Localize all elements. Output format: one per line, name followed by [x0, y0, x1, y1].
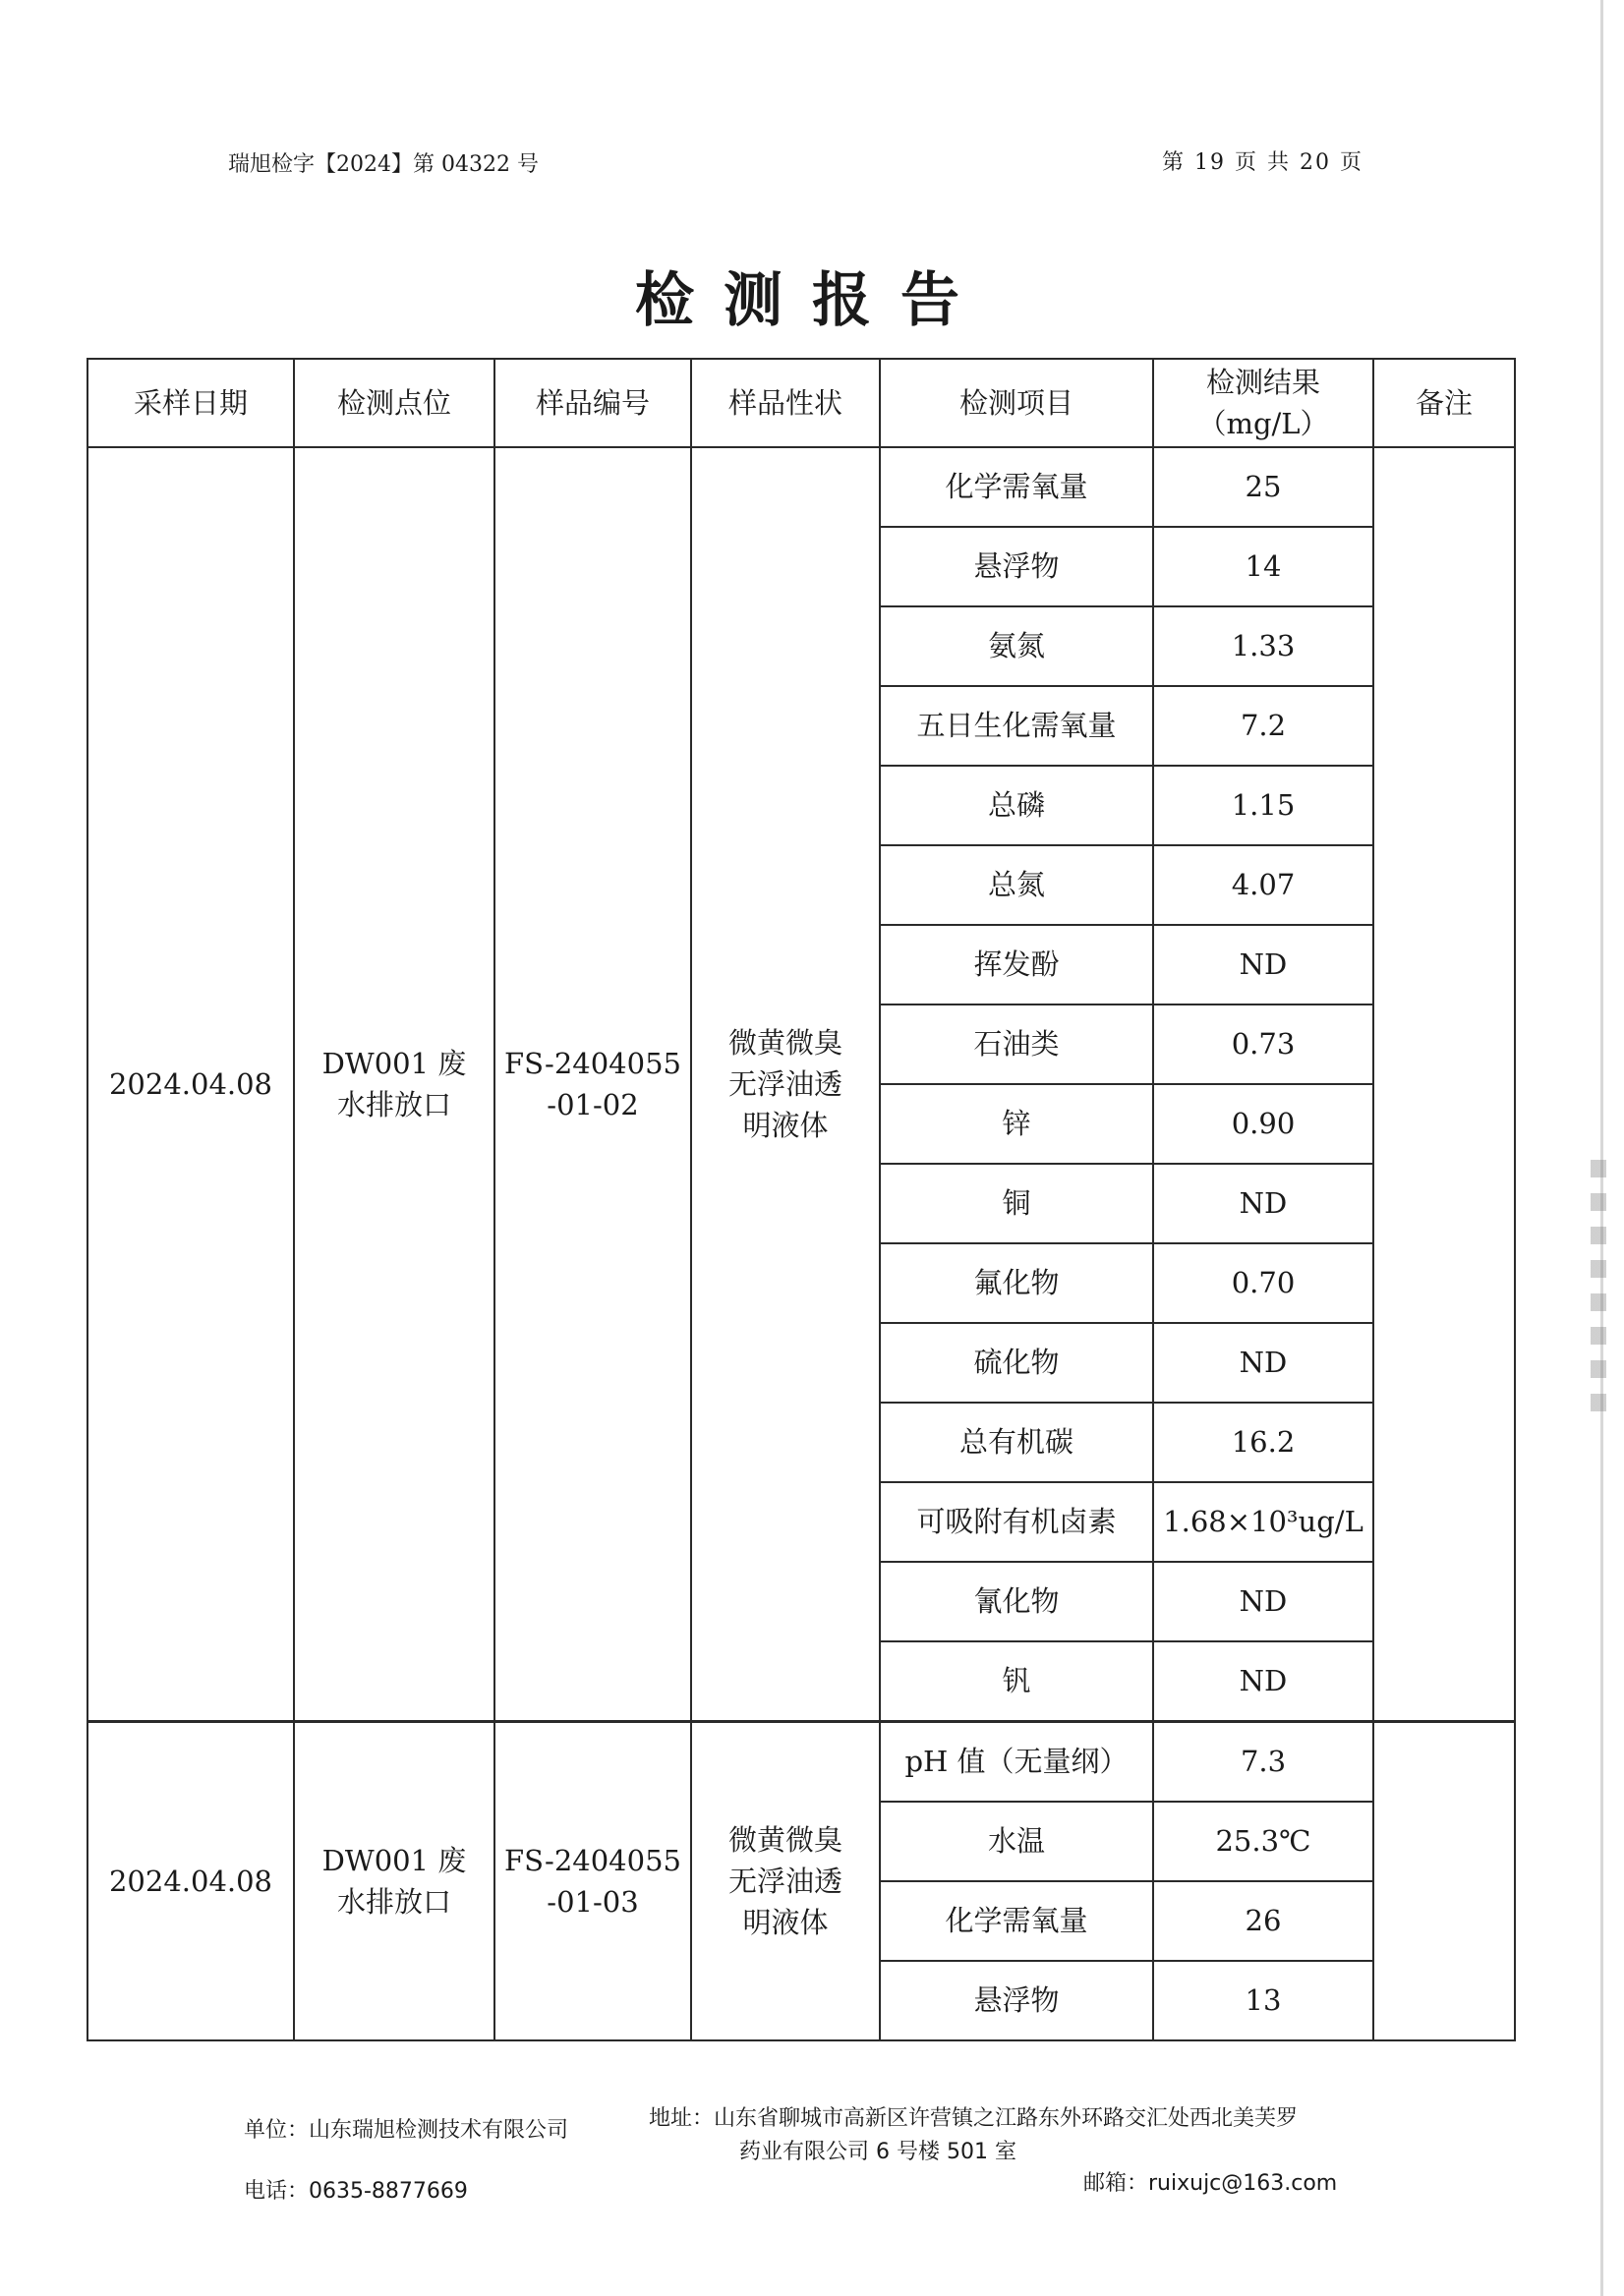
test-result-cell: 16.2 [1153, 1403, 1373, 1482]
sample-id-line: FS-2404055 [503, 1046, 681, 1080]
test-item-cell: 总氮 [880, 845, 1153, 925]
state-line: 微黄微臭 [727, 1025, 842, 1060]
test-item-cell: 氰化物 [880, 1562, 1153, 1641]
test-result-cell: 1.33 [1153, 606, 1373, 686]
test-item-cell: 氨氮 [880, 606, 1153, 686]
test-result-cell: 14 [1153, 527, 1373, 606]
test-result-cell: 25 [1153, 447, 1373, 527]
test-result-cell: 7.2 [1153, 686, 1373, 766]
remark-cell [1373, 1722, 1515, 2041]
col-header-result [1153, 359, 1373, 447]
footer-address-cont: 药业有限公司 6 号楼 501 室 [739, 2140, 1016, 2164]
seal-edge-mark [1591, 1160, 1606, 1425]
remark-cell [1373, 447, 1515, 1722]
point-line: DW001 废 [321, 1046, 467, 1080]
page-edge-line [1600, 0, 1603, 2296]
results-table [87, 358, 1516, 2041]
test-item-cell: 可吸附有机卤素 [880, 1482, 1153, 1562]
test-item-cell: pH 值（无量纲） [880, 1722, 1153, 1803]
test-item-cell: 锌 [880, 1084, 1153, 1164]
col-header-point: 检测点位 [294, 359, 494, 447]
sample-id-cell [494, 1722, 691, 2041]
test-item-cell: 水温 [880, 1802, 1153, 1881]
state-line: 无浮油透 [727, 1864, 842, 1898]
page-indicator: 第 19 页 共 20 页 [1162, 150, 1363, 175]
sample-id-cell [494, 447, 691, 1722]
sample-date-cell: 2024.04.08 [87, 447, 294, 1722]
sample-date-cell: 2024.04.08 [87, 1722, 294, 2041]
test-item-cell: 悬浮物 [880, 527, 1153, 606]
test-result-cell: 26 [1153, 1881, 1373, 1961]
table-row [87, 1722, 1515, 1803]
sample-state-cell [691, 447, 880, 1722]
test-item-cell: 钒 [880, 1641, 1153, 1722]
test-result-cell: 7.3 [1153, 1722, 1373, 1803]
test-item-cell: 挥发酚 [880, 925, 1153, 1004]
test-item-cell: 化学需氧量 [880, 447, 1153, 527]
footer-company: 单位：山东瑞旭检测技术有限公司 [244, 2118, 569, 2143]
test-result-cell: ND [1153, 1164, 1373, 1243]
test-result-cell: 0.70 [1153, 1243, 1373, 1323]
state-line: 明液体 [742, 1109, 829, 1143]
test-result-cell: 0.90 [1153, 1084, 1373, 1164]
sample-point-cell [294, 1722, 494, 2041]
table-row [87, 447, 1515, 527]
col-header-sample-state: 样品性状 [691, 359, 880, 447]
test-result-cell: ND [1153, 1641, 1373, 1722]
test-result-cell: 1.68×10³ug/L [1153, 1482, 1373, 1562]
test-item-cell: 铜 [880, 1164, 1153, 1243]
sample-state-cell [691, 1722, 880, 2041]
col-header-item: 检测项目 [880, 359, 1153, 447]
test-item-cell: 总磷 [880, 766, 1153, 845]
state-line: 明液体 [742, 1906, 829, 1940]
col-header-remark: 备注 [1373, 359, 1515, 447]
sample-point-cell [294, 447, 494, 1722]
point-line: 水排放口 [336, 1885, 451, 1919]
test-item-cell: 石油类 [880, 1004, 1153, 1084]
point-line: 水排放口 [336, 1088, 451, 1121]
test-item-cell: 五日生化需氧量 [880, 686, 1153, 766]
col-header-date: 采样日期 [87, 359, 294, 447]
report-number: 瑞旭检字【2024】第 04322 号 [228, 152, 539, 177]
page-title: 检测报告 [635, 266, 989, 335]
test-result-cell: 4.07 [1153, 845, 1373, 925]
test-item-cell: 硫化物 [880, 1323, 1153, 1403]
footer-phone: 电话：0635-8877669 [244, 2179, 468, 2204]
test-result-cell: 1.15 [1153, 766, 1373, 845]
test-item-cell: 悬浮物 [880, 1961, 1153, 2040]
test-item-cell: 氟化物 [880, 1243, 1153, 1323]
col-header-result-unit: （mg/L） [1197, 407, 1329, 440]
state-line: 微黄微臭 [727, 1822, 842, 1857]
sample-id-line: -01-02 [547, 1088, 639, 1121]
test-result-cell: ND [1153, 1323, 1373, 1403]
col-header-sample-id: 样品编号 [494, 359, 691, 447]
test-item-cell: 总有机碳 [880, 1403, 1153, 1482]
footer-address: 地址：山东省聊城市高新区许营镇之江路东外环路交汇处西北美芙罗 [649, 2106, 1299, 2131]
sample-id-line: -01-03 [547, 1885, 639, 1919]
footer-email[interactable]: 邮箱：ruixujc@163.com [1083, 2171, 1338, 2196]
test-item-cell: 化学需氧量 [880, 1881, 1153, 1961]
state-line: 无浮油透 [727, 1066, 842, 1101]
test-result-cell: 0.73 [1153, 1004, 1373, 1084]
sample-id-line: FS-2404055 [503, 1843, 681, 1877]
test-result-cell: ND [1153, 925, 1373, 1004]
test-result-cell: 13 [1153, 1961, 1373, 2040]
table-header-row [87, 359, 1515, 447]
test-result-cell: 25.3℃ [1153, 1802, 1373, 1881]
col-header-result-title: 检测结果 [1205, 365, 1320, 399]
point-line: DW001 废 [321, 1843, 467, 1877]
test-result-cell: ND [1153, 1562, 1373, 1641]
